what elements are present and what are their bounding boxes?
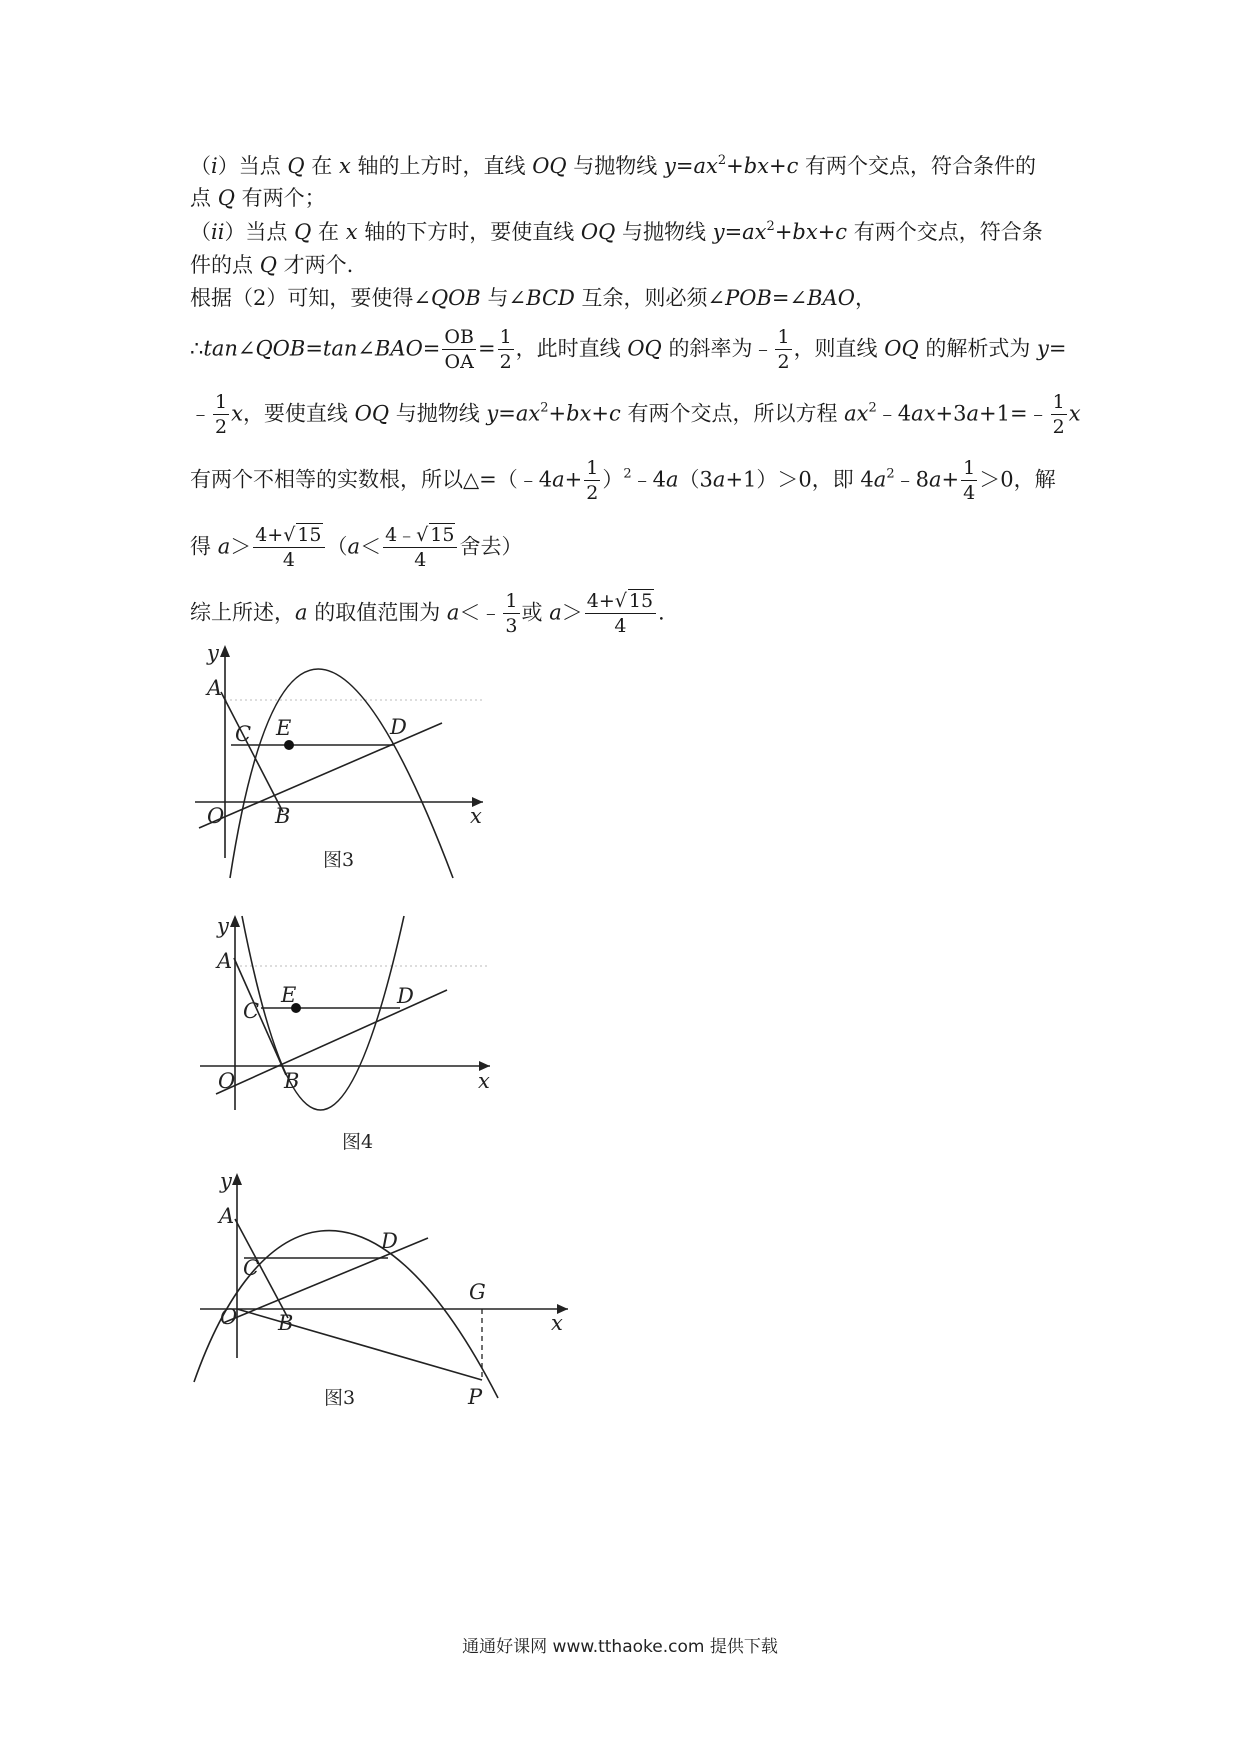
label-b: B <box>284 1069 300 1093</box>
fraction: $\frac{1}{2}$ <box>499 326 512 373</box>
text-line-1: （i）当点 Q 在 x 轴的上方时，直线 OQ 与抛物线 $y=ax^2+bx+c$ 有两个交点，符合条件的 <box>190 153 1037 178</box>
label-y: y <box>217 914 229 938</box>
label-e: E <box>281 983 297 1007</box>
text-line-2: 点 Q 有两个； <box>190 186 326 210</box>
fraction: $\frac{1}{2}$ <box>215 391 228 438</box>
label-p: P <box>468 1385 483 1409</box>
page-footer: 通通好课网 www.tthaoke.com 提供下载 <box>462 1637 778 1657</box>
label-c: C <box>235 722 252 746</box>
label-o: O <box>218 1069 236 1093</box>
text-line-3: （ii）当点 Q 在 x 轴的下方时，要使直线 OQ 与抛物线 $y=ax^2+bx+c$ 有两个交点，符合条 <box>190 219 1043 244</box>
label-y: y <box>220 1169 232 1193</box>
label-o: O <box>207 804 225 828</box>
label-d: D <box>397 984 414 1008</box>
label-g: G <box>469 1280 486 1304</box>
fraction: $\frac{1}{4}$ <box>963 457 976 504</box>
fraction: $\frac{1}{2}$ <box>586 457 599 504</box>
text-line-10: 综上所述，a 的取值范围为 a＜﹣ $\frac{1}{3}$ 或 a＞ $\frac{4+√ 15}{4}$ . <box>190 590 665 637</box>
text-line-7: ﹣ $\frac{1}{2}$ x，要使直线 OQ 与抛物线 $y=ax^2+bx+c$ 有两个交点，所以方程 $ax^2﹣4ax+3a+1=﹣$ $\frac{1}{2}$ x <box>190 391 1081 438</box>
label-d: D <box>390 715 407 739</box>
text-line-5: 根据（2）可知，要使得∠QOB 与∠BCD 互余，则必须∠POB=∠BAO， <box>190 286 876 310</box>
figure-3-diagram <box>190 1168 580 1418</box>
figure-caption: 图4 <box>342 1131 374 1153</box>
label-o: O <box>220 1305 238 1329</box>
label-x: x <box>478 1069 490 1093</box>
figure-1-diagram <box>185 640 495 880</box>
fraction-sqrt: $\frac{4﹣√ 15}{4}$ <box>383 526 457 570</box>
label-d: D <box>381 1229 398 1253</box>
label-y: y <box>207 641 219 665</box>
label-c: C <box>243 999 260 1023</box>
label-a: A <box>217 949 233 973</box>
label-b: B <box>275 804 291 828</box>
fraction-sqrt: $\frac{4+√ 15}{4}$ <box>585 592 656 636</box>
figure-3 <box>190 1168 580 1418</box>
text-line-8: 有两个不相等的实数根，所以△=（﹣4a+ $\frac{1}{2}$ ）$^2$﹣4a（3a+1）＞0，即 $4a^2﹣8a+$ $\frac{1}{4}$ ＞0，解 <box>190 457 1056 504</box>
label-c: C <box>243 1256 260 1280</box>
figure-caption: 图3 <box>324 1387 356 1409</box>
figure-2 <box>190 898 500 1160</box>
figure-1 <box>185 640 495 880</box>
fraction: $\frac{1}{2}$ <box>777 326 790 373</box>
label-x: x <box>551 1311 563 1335</box>
label-a: A <box>219 1204 235 1228</box>
figure-caption: 图3 <box>323 849 355 871</box>
label-x: x <box>470 804 482 828</box>
fraction: $\frac{1}{3}$ <box>505 590 518 637</box>
fraction-ob-oa: $\frac{OB}{OA}$ <box>444 326 474 373</box>
text-line-4: 件的点 Q 才两个. <box>190 253 354 277</box>
label-b: B <box>278 1311 294 1335</box>
label-e: E <box>276 716 292 740</box>
fraction-sqrt: $\frac{4+√ 15}{4}$ <box>253 526 324 570</box>
label-a: A <box>207 676 223 700</box>
text-line-9: 得 a＞ $\frac{4+√ 15}{4}$ （a＜ $\frac{4﹣√ 15}{4}$ 舍去） <box>190 524 523 571</box>
figure-2-diagram <box>190 898 500 1160</box>
fraction: $\frac{1}{2}$ <box>1052 391 1065 438</box>
text-line-6: ∴tan∠QOB=tan∠BAO= $\frac{OB}{OA}$ = $\frac{1}{2}$ ，此时直线 OQ 的斜率为﹣ $\frac{1}{2}$ ，则直线 OQ 的解析式为 y= <box>190 326 1067 373</box>
